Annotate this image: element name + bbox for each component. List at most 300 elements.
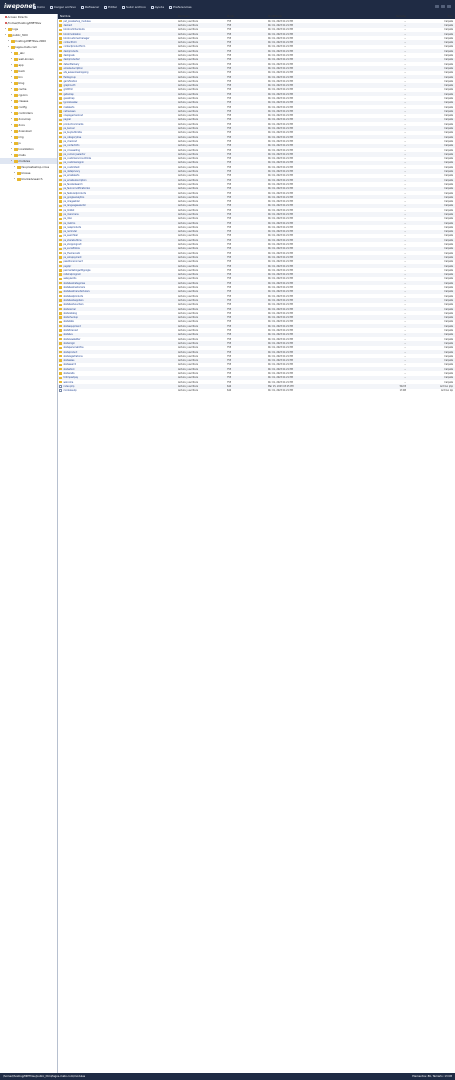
expand-icon[interactable]: ▸	[11, 154, 13, 156]
cell-name[interactable]	[58, 277, 176, 280]
file-rows	[58, 19, 455, 393]
cell-modified: Dic 01, 2023 01:21 PM	[268, 127, 293, 131]
folder-icon	[59, 140, 62, 142]
cell-permissions: lectura y escritura	[178, 298, 199, 302]
file-name[interactable]: ets_awesomeshopping	[63, 71, 89, 75]
cell-size: --	[404, 36, 406, 40]
cell-permissions: lectura y escritura	[178, 109, 199, 113]
file-name[interactable]: statscarrier	[63, 307, 76, 311]
cell-permissions: lectura y escritura	[178, 208, 199, 212]
cell-name[interactable]	[58, 209, 176, 212]
cell-name[interactable]	[58, 71, 176, 74]
cell-name[interactable]	[58, 303, 176, 306]
expand-icon[interactable]: ▸	[11, 70, 13, 72]
cell-name[interactable]	[58, 106, 176, 109]
file-name[interactable]: sekeywords	[63, 277, 77, 281]
cell-name[interactable]	[58, 226, 176, 229]
cell-modified: Dic 01, 2023 01:21 PM	[268, 178, 293, 182]
expand-icon[interactable]: ▸	[11, 82, 13, 84]
cell-name[interactable]	[58, 372, 176, 375]
cell-type: Carpeta	[444, 118, 453, 122]
cell-modified: Dic 01, 2023 01:21 PM	[268, 298, 293, 302]
folder-icon	[59, 261, 62, 263]
cell-name[interactable]	[58, 368, 176, 371]
cell-name[interactable]	[58, 295, 176, 298]
file-name[interactable]: blockcustomermanager	[63, 36, 90, 40]
cell-mode: 755	[227, 174, 232, 178]
expand-icon[interactable]: ▸	[11, 160, 13, 162]
file-name[interactable]: statscatalog	[63, 311, 77, 315]
file-name[interactable]: referralprogram	[63, 273, 81, 277]
help-icon	[151, 6, 154, 9]
cell-name[interactable]	[58, 363, 176, 366]
cell-type: Carpeta	[444, 281, 453, 285]
cell-size: --	[404, 49, 406, 53]
file-name[interactable]: blockmobilebox	[63, 32, 81, 36]
folder-icon	[14, 76, 18, 79]
file-name[interactable]: netreviews	[63, 109, 76, 113]
file-name[interactable]: dateofdelivery	[63, 62, 80, 66]
cell-mode: 755	[227, 329, 232, 333]
cell-type: Carpeta	[444, 298, 453, 302]
menu-item-6[interactable]	[169, 5, 191, 9]
folder-icon	[59, 67, 62, 69]
tree-item-label: modules	[18, 159, 30, 163]
cell-name[interactable]	[58, 299, 176, 302]
file-name[interactable]: ps_banner	[63, 127, 75, 131]
cell-type: Carpeta	[444, 268, 453, 272]
file-name[interactable]: ps_emailalerts	[63, 174, 80, 178]
cell-name[interactable]	[58, 355, 176, 358]
cell-name[interactable]	[58, 127, 176, 130]
expand-icon[interactable]: ▸	[14, 172, 16, 174]
cell-name[interactable]	[58, 252, 176, 255]
top-toolbar	[0, 0, 455, 14]
folder-icon	[59, 347, 62, 349]
cell-mode: 755	[227, 66, 232, 70]
cell-size: --	[404, 170, 406, 174]
cell-name[interactable]	[58, 80, 176, 83]
cell-name[interactable]	[58, 338, 176, 341]
file-name[interactable]: ps_shoppingcart	[63, 243, 82, 247]
cell-name[interactable]	[58, 50, 176, 53]
file-name[interactable]: gridhtml	[63, 88, 73, 92]
file-name[interactable]: ps_socialfollow	[63, 247, 80, 251]
cell-size: --	[404, 101, 406, 105]
file-name[interactable]: lgcookieslaw	[63, 101, 78, 105]
expand-icon[interactable]: ▸	[11, 88, 13, 90]
cell-type: Carpeta	[444, 92, 453, 96]
cell-type: Carpeta	[444, 49, 453, 53]
cell-name[interactable]	[58, 140, 176, 143]
cell-name[interactable]	[58, 196, 176, 199]
cell-name[interactable]	[58, 97, 176, 100]
file-name[interactable]: statsstock	[63, 367, 75, 371]
file-name[interactable]: statscheckup	[63, 316, 78, 320]
cell-type: Carpeta	[444, 139, 453, 143]
file-name[interactable]: statsregistrations	[63, 354, 83, 358]
folder-icon	[59, 342, 62, 344]
expand-icon[interactable]: ▸	[8, 40, 10, 42]
file-name[interactable]: ps_customersignin	[63, 161, 84, 165]
folder-icon	[59, 196, 62, 198]
cell-name[interactable]	[58, 243, 176, 246]
file-name[interactable]: contactproductform	[63, 45, 86, 49]
window-control-icon[interactable]	[435, 5, 439, 8]
folder-icon	[59, 299, 62, 301]
cell-name[interactable]	[58, 84, 176, 87]
file-name[interactable]: welcome	[63, 380, 74, 384]
cell-size: --	[404, 294, 406, 298]
file-name[interactable]: statslive	[63, 333, 73, 337]
cell-name[interactable]	[58, 217, 176, 220]
folder-icon	[8, 28, 12, 31]
menu-item-5[interactable]	[151, 5, 164, 9]
cell-name[interactable]	[58, 320, 176, 323]
cell-name[interactable]	[58, 286, 176, 289]
file-name[interactable]: mailalerts	[63, 105, 75, 109]
file-name[interactable]: ps_checkout	[63, 139, 78, 143]
folder-icon	[14, 130, 18, 133]
file-name[interactable]: ps_newproducts	[63, 225, 82, 229]
cell-name[interactable]	[58, 342, 176, 345]
cell-name[interactable]	[58, 136, 176, 139]
file-name[interactable]: contactform	[63, 41, 77, 45]
cell-name[interactable]	[58, 37, 176, 40]
cell-name[interactable]	[58, 192, 176, 195]
cell-name[interactable]	[58, 269, 176, 272]
file-name[interactable]: gsitemap	[63, 92, 74, 96]
cell-name[interactable]	[58, 333, 176, 336]
file-name[interactable]: ps_googleanalytics	[63, 195, 85, 199]
cell-mode: 755	[227, 45, 232, 49]
table-row[interactable]	[58, 389, 455, 393]
status-bar	[0, 1073, 455, 1080]
cell-modified: Dic 01, 2023 01:21 PM	[268, 109, 293, 113]
cell-name[interactable]	[58, 290, 176, 293]
cell-name[interactable]	[58, 161, 176, 164]
cell-name[interactable]	[58, 187, 176, 190]
cell-name[interactable]	[58, 20, 176, 23]
file-name[interactable]: statsbestproducts	[63, 294, 84, 298]
cell-name[interactable]	[58, 114, 176, 117]
file-name[interactable]: statsbestvouchers	[63, 303, 84, 307]
file-name[interactable]: ps_contactinfo	[63, 144, 80, 148]
file-name[interactable]: statsbestsuppliers	[63, 298, 84, 302]
cell-name[interactable]	[58, 204, 176, 207]
expand-icon[interactable]: ▸	[11, 118, 13, 120]
file-name[interactable]: statssales	[63, 359, 75, 363]
file-name[interactable]: statsdata	[63, 320, 74, 324]
file-name[interactable]: ps_themecusto	[63, 251, 81, 255]
cell-type: Carpeta	[444, 122, 453, 126]
cell-name[interactable]	[58, 389, 176, 392]
expand-icon[interactable]: ▸	[11, 64, 13, 66]
cell-name[interactable]	[58, 273, 176, 276]
file-name[interactable]: statsequipment	[63, 324, 81, 328]
cell-name[interactable]	[58, 260, 176, 263]
file-name[interactable]: statsbestmanufacturers	[63, 290, 90, 294]
file-name[interactable]: psgdpr	[63, 264, 72, 268]
file-name[interactable]: paypal	[63, 118, 71, 122]
file-name[interactable]: ps_buybuttonlite	[63, 131, 82, 135]
window-control-icon[interactable]	[441, 5, 445, 8]
cell-permissions: lectura y escritura	[178, 135, 199, 139]
expand-icon[interactable]: ▸	[11, 148, 13, 150]
file-name[interactable]: psaddonsconnect	[63, 260, 83, 264]
cell-mode: 755	[227, 307, 232, 311]
cell-mode: 755	[227, 281, 232, 285]
file-name[interactable]: pst_prestashop_modules	[63, 19, 91, 23]
file-name[interactable]: statsnewsletter	[63, 337, 81, 341]
menu-item-4[interactable]	[122, 5, 146, 9]
cell-modified: Dic 01, 2023 01:21 PM	[268, 230, 293, 234]
file-name[interactable]: ps_featuredproducts	[63, 191, 86, 195]
expand-icon[interactable]: ▸	[5, 34, 7, 36]
folder-icon	[14, 58, 18, 61]
cell-name[interactable]	[58, 63, 176, 66]
cell-name[interactable]	[58, 325, 176, 328]
cell-permissions: lectura y escritura	[178, 359, 199, 363]
cell-name[interactable]	[58, 312, 176, 315]
expand-icon[interactable]: ▸	[5, 28, 7, 30]
cell-modified: Dic 01, 2023 01:21 PM	[268, 238, 293, 242]
expand-icon[interactable]: ▸	[11, 94, 13, 96]
cell-permissions: lectura y escritura	[178, 337, 199, 341]
cell-modified: Dic 01, 2023 01:21 PM	[268, 281, 293, 285]
cell-name[interactable]	[58, 239, 176, 242]
cell-mode: 755	[227, 260, 232, 264]
file-icon	[59, 385, 62, 387]
cell-name[interactable]	[58, 123, 176, 126]
file-name[interactable]: statssearch	[63, 363, 77, 367]
cell-type: Carpeta	[444, 208, 453, 212]
folder-icon	[59, 106, 62, 108]
file-name[interactable]: ps_currencyselector	[63, 152, 86, 156]
file-name[interactable]: ps_imageslider	[63, 200, 80, 204]
cell-name[interactable]	[58, 316, 176, 319]
file-name[interactable]: ps_metrics	[63, 221, 76, 225]
cell-name[interactable]	[58, 170, 176, 173]
cell-name[interactable]	[58, 101, 176, 104]
file-name[interactable]: ps_reminder	[63, 230, 78, 234]
file-name[interactable]: ps_languageselector	[63, 204, 87, 208]
cell-name[interactable]	[58, 28, 176, 31]
file-name[interactable]: psxmarketingwithgoogle	[63, 268, 91, 272]
cell-permissions: lectura y escritura	[178, 36, 199, 40]
folder-icon	[59, 282, 62, 284]
expand-icon[interactable]: ▸	[11, 58, 13, 60]
file-name[interactable]: dashact	[63, 23, 73, 27]
edit-icon	[104, 6, 107, 9]
file-name[interactable]: ps_faviconnotificationbo	[63, 187, 91, 191]
file-name[interactable]: ps_mbo	[63, 217, 72, 221]
folder-icon	[59, 368, 62, 370]
file-name[interactable]: guestmap	[63, 96, 75, 100]
file-name[interactable]: ps_searchbar	[63, 234, 79, 238]
window-control-icon[interactable]	[447, 5, 451, 8]
cell-name[interactable]	[58, 131, 176, 134]
cell-name[interactable]	[58, 54, 176, 57]
file-name[interactable]: modules.zip	[63, 389, 77, 393]
cell-name[interactable]	[58, 33, 176, 36]
cell-mode: 755	[227, 49, 232, 53]
cell-mode: 755	[227, 127, 232, 131]
cell-name[interactable]	[58, 118, 176, 121]
menu-item-0[interactable]	[33, 5, 45, 9]
cell-name[interactable]	[58, 359, 176, 362]
file-name[interactable]: statspersonalinfos	[63, 346, 84, 350]
cell-modified: Mar 15, 2023 03:15 PM	[268, 384, 294, 388]
expand-icon[interactable]: ▸	[11, 130, 13, 132]
expand-icon[interactable]: ▸	[11, 76, 13, 78]
folder-icon	[59, 149, 62, 151]
expand-icon[interactable]: ▸	[14, 178, 16, 180]
cell-name[interactable]	[58, 200, 176, 203]
cell-name[interactable]	[58, 93, 176, 96]
file-name[interactable]: onepagecheckout	[63, 114, 83, 118]
cell-name[interactable]	[58, 256, 176, 259]
file-name[interactable]: ps_facetedsearch	[63, 182, 83, 186]
cell-permissions: lectura y escritura	[178, 71, 199, 75]
cell-name[interactable]	[58, 213, 176, 216]
cell-size: --	[404, 376, 406, 380]
expand-icon[interactable]: ▸	[11, 124, 13, 126]
expand-icon[interactable]: ▸	[11, 136, 13, 138]
file-name[interactable]: emailsubscription	[63, 66, 83, 70]
file-name[interactable]: statsvisits	[63, 371, 75, 375]
folder-icon	[59, 97, 62, 99]
cell-name[interactable]	[58, 230, 176, 233]
cell-size: --	[404, 363, 406, 367]
cell-name[interactable]	[58, 166, 176, 169]
cell-name[interactable]	[58, 157, 176, 160]
column-header-size[interactable]: Tamaño	[395, 15, 406, 18]
folder-icon	[8, 34, 12, 37]
tree-item[interactable]	[0, 176, 57, 182]
file-name[interactable]: statsbestcategories	[63, 281, 86, 285]
menu-item-3[interactable]	[104, 5, 117, 9]
cell-type: Carpeta	[444, 84, 453, 88]
file-name[interactable]: graphnvd3	[63, 84, 76, 88]
file-name[interactable]: statsproduct	[63, 350, 78, 354]
menu-item-2[interactable]	[81, 5, 99, 9]
expand-icon[interactable]: ▸	[11, 106, 13, 108]
file-name[interactable]: statsforecast	[63, 329, 78, 333]
cell-permissions: lectura y escritura	[178, 255, 199, 259]
expand-icon[interactable]: ▸	[8, 46, 10, 48]
file-name[interactable]: ps_crossselling	[63, 148, 80, 152]
file-name[interactable]: dashproducts	[63, 49, 79, 53]
folder-icon	[59, 325, 62, 327]
cell-name[interactable]	[58, 174, 176, 177]
cell-modified: Dic 01, 2023 01:21 PM	[268, 182, 293, 186]
cell-name[interactable]	[58, 308, 176, 311]
cell-name[interactable]	[58, 45, 176, 48]
cell-name[interactable]	[58, 265, 176, 268]
cell-name[interactable]	[58, 88, 176, 91]
file-name[interactable]: ps_categorytree	[63, 135, 82, 139]
cell-name[interactable]	[58, 24, 176, 27]
file-name[interactable]: ps_emailsubscription	[63, 178, 87, 182]
cell-name[interactable]	[58, 179, 176, 182]
file-name[interactable]: ps_wirepayment	[63, 255, 82, 259]
file-name[interactable]: ps_sharebuttons	[63, 238, 82, 242]
cell-name[interactable]	[58, 110, 176, 113]
file-name[interactable]: tntimpiedpay	[63, 376, 79, 380]
cell-permissions: lectura y escritura	[178, 367, 199, 371]
expand-icon[interactable]: ▸	[11, 100, 13, 102]
file-name[interactable]: statsorigin	[63, 341, 76, 345]
cell-modified: Dic 01, 2023 01:21 PM	[268, 307, 293, 311]
file-name[interactable]: ps_mainmenu	[63, 213, 79, 216]
column-header-name[interactable]: Nombre	[60, 15, 71, 18]
menu-item-1[interactable]	[50, 5, 76, 9]
cell-size: --	[404, 114, 406, 118]
folder-icon	[59, 209, 62, 211]
file-name[interactable]: fieldsgroup	[63, 75, 76, 79]
file-name[interactable]: statsbestcustomers	[63, 286, 86, 290]
file-name[interactable]: dashgoals	[63, 54, 75, 58]
column-header-permissions[interactable]: Permisos	[178, 15, 190, 18]
cell-name[interactable]	[58, 351, 176, 354]
cell-mode: 755	[227, 19, 232, 23]
folder-icon	[59, 312, 62, 314]
column-header-type[interactable]: Tipo	[447, 15, 453, 18]
cell-name[interactable]	[58, 58, 176, 61]
cell-name[interactable]	[58, 381, 176, 384]
file-name[interactable]: ps_customtext	[63, 165, 80, 169]
cell-name[interactable]	[58, 144, 176, 147]
cell-modified: Dic 01, 2023 01:21 PM	[268, 114, 293, 118]
cell-name[interactable]	[58, 234, 176, 237]
cell-name[interactable]	[58, 149, 176, 152]
cell-name[interactable]	[58, 153, 176, 156]
column-header-modified[interactable]: Modificado	[268, 15, 283, 18]
tree-item-label: cgi-bin	[18, 93, 28, 97]
file-name[interactable]: index.php	[63, 384, 75, 388]
cell-name[interactable]	[58, 247, 176, 250]
file-name[interactable]: gamification	[63, 79, 78, 83]
file-name[interactable]: ps_linklist	[63, 208, 75, 212]
cell-type: Carpeta	[444, 376, 453, 380]
expand-icon[interactable]: ▸	[11, 142, 13, 144]
cell-modified: Dic 01, 2023 01:21 PM	[268, 92, 293, 96]
file-name[interactable]: blockcartcheckouts	[63, 28, 85, 32]
file-name[interactable]: dashproducts2	[63, 58, 80, 62]
cell-modified: Dic 01, 2023 01:21 PM	[268, 337, 293, 341]
cell-name[interactable]	[58, 183, 176, 186]
cell-name[interactable]	[58, 41, 176, 44]
expand-icon[interactable]: ▸	[14, 166, 16, 168]
cell-type: Carpeta	[444, 255, 453, 259]
expand-icon[interactable]: ▸	[11, 112, 13, 114]
file-name[interactable]: productcomments	[63, 122, 84, 126]
expand-icon[interactable]: ▸	[11, 52, 13, 54]
cell-name[interactable]	[58, 222, 176, 225]
column-header-mode[interactable]: Modo	[227, 15, 235, 18]
cell-name[interactable]	[58, 329, 176, 332]
file-name[interactable]: ps_customeraccountlinks	[63, 157, 92, 161]
file-name[interactable]: ps_dataprivacy	[63, 170, 81, 174]
cell-name[interactable]	[58, 346, 176, 349]
folder-icon	[59, 200, 62, 202]
cell-name[interactable]	[58, 376, 176, 379]
cell-name[interactable]	[58, 282, 176, 285]
cell-name[interactable]	[58, 76, 176, 79]
cell-name[interactable]	[58, 385, 176, 388]
cell-name[interactable]	[58, 67, 176, 70]
